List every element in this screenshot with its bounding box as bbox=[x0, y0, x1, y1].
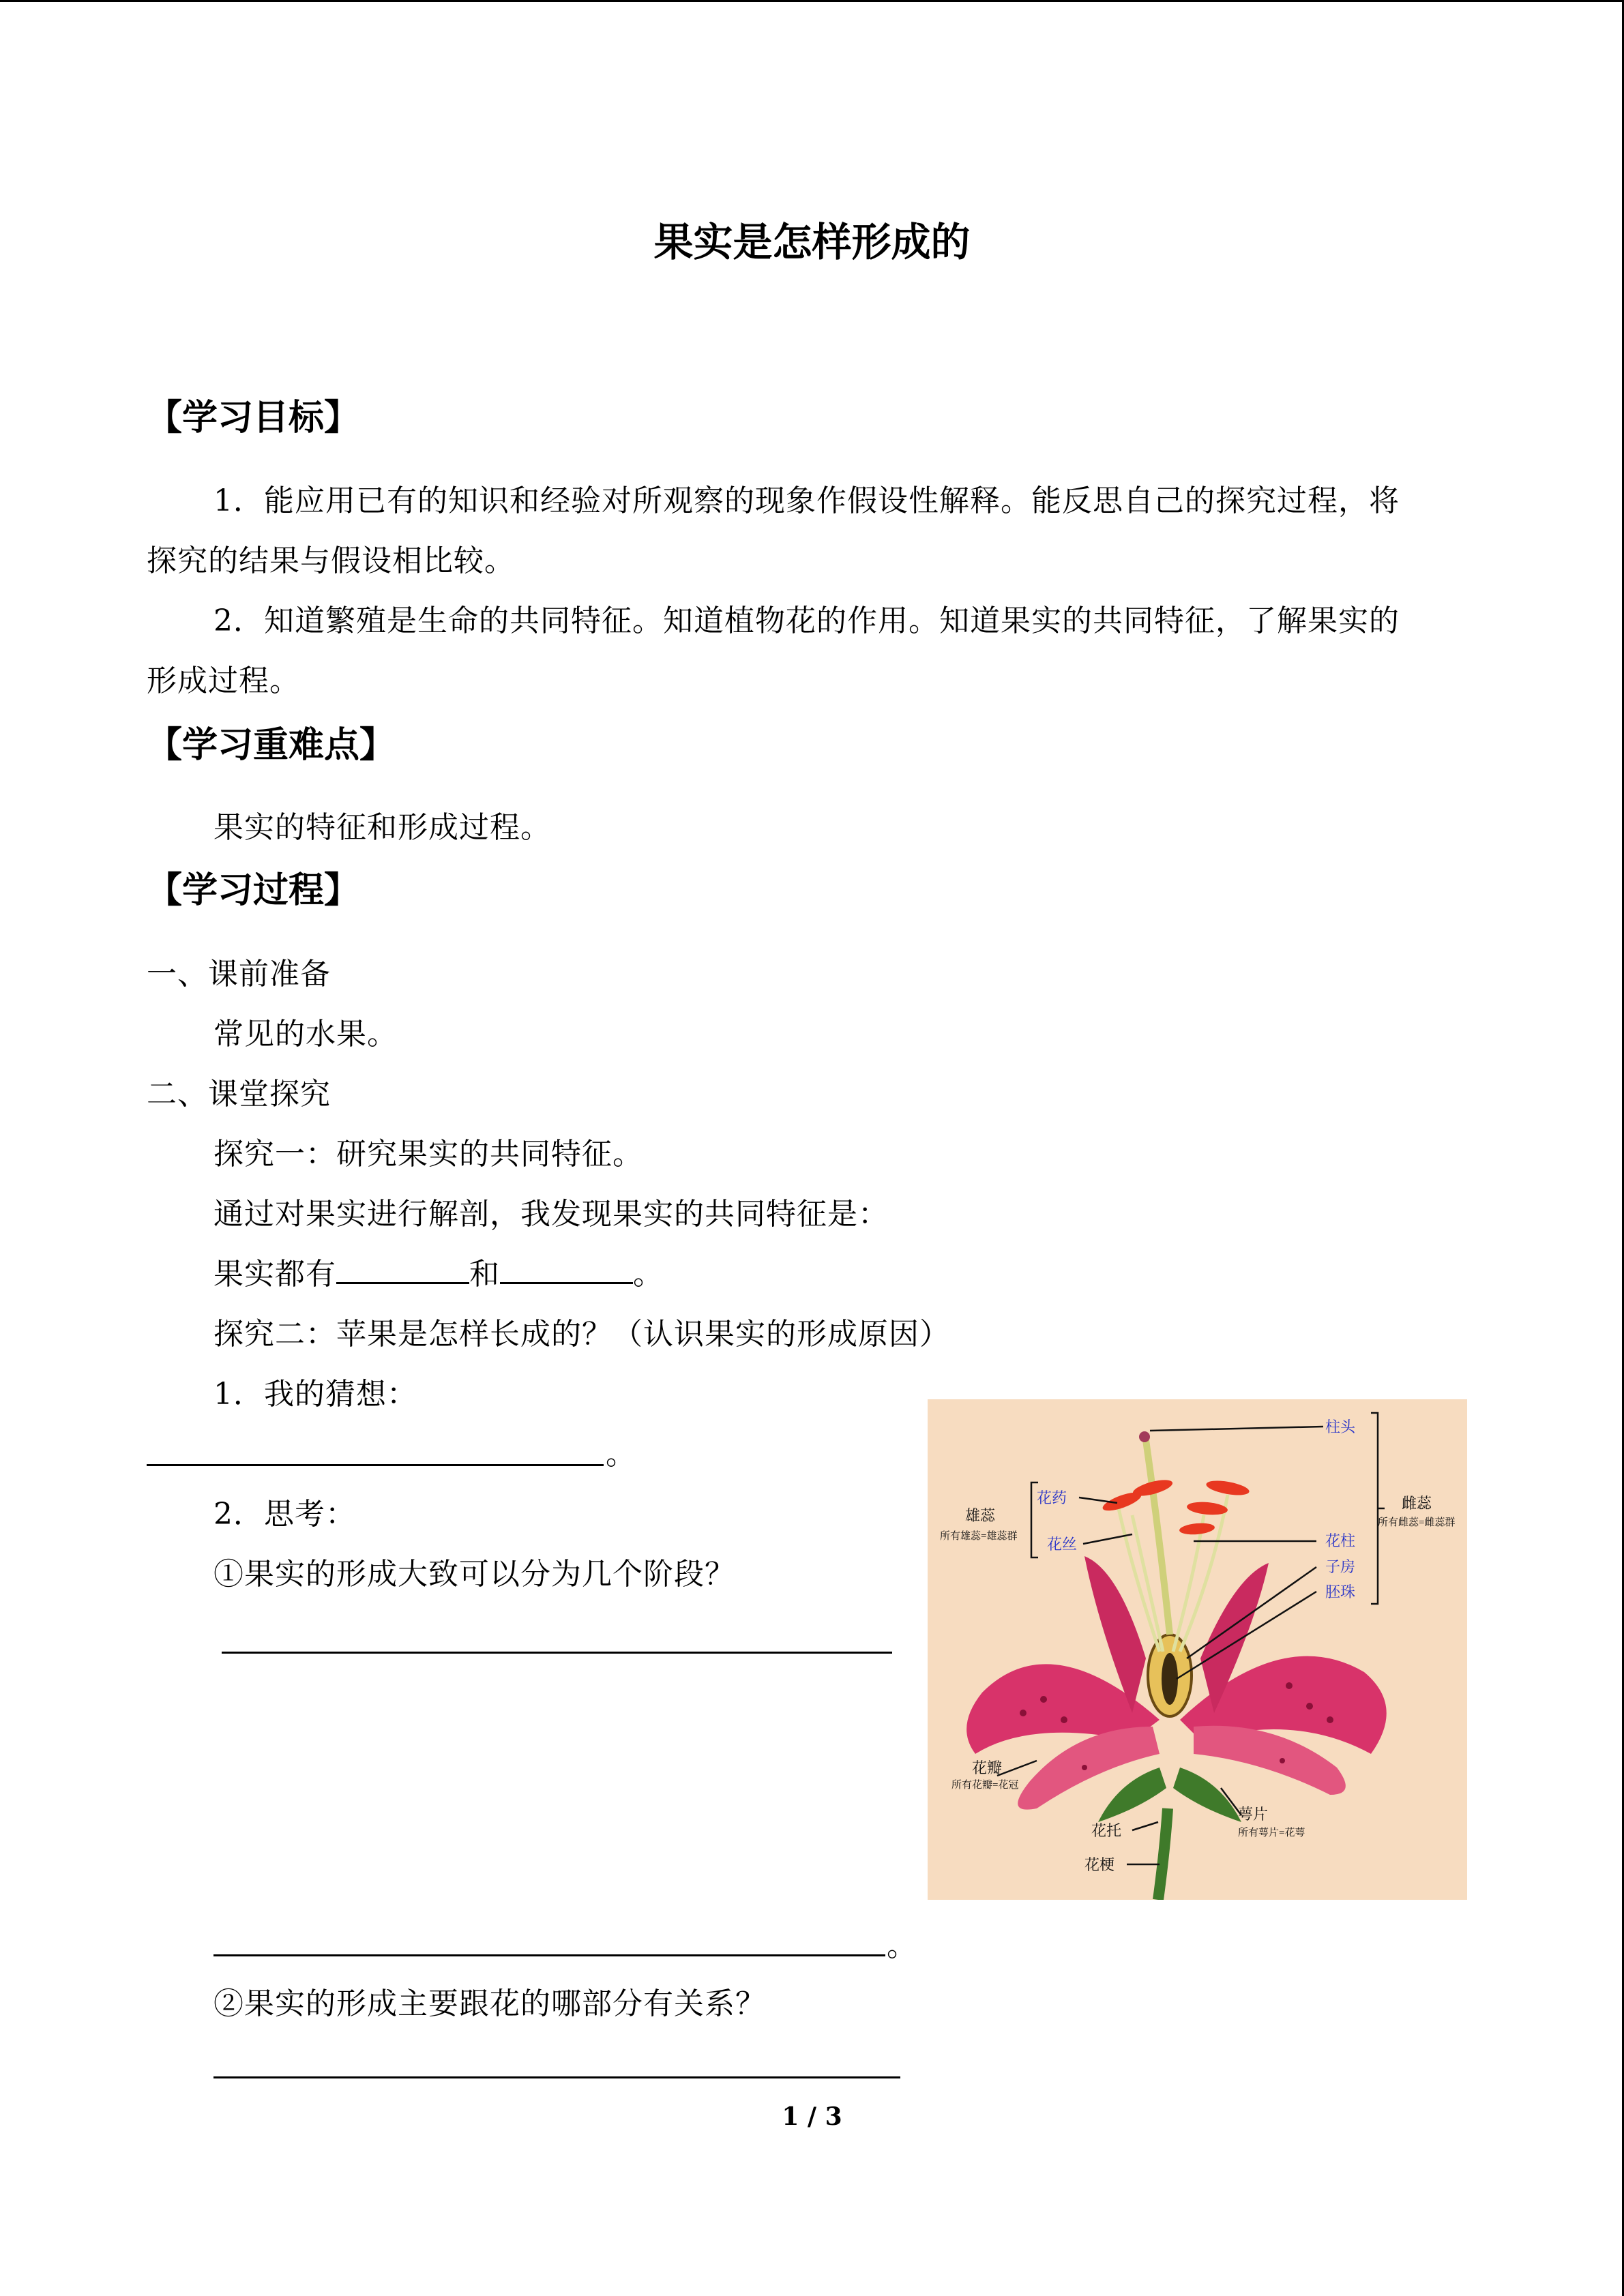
top-border bbox=[0, 0, 1624, 2]
question-2-answer-line[interactable] bbox=[213, 2076, 900, 2078]
question-1-answer-line-2[interactable] bbox=[213, 1954, 885, 1956]
fill-text-c: 。 bbox=[633, 1257, 664, 1292]
fill-blank-2[interactable] bbox=[500, 1252, 633, 1284]
question-2: ②果实的形成主要跟花的哪部分有关系？ bbox=[213, 1986, 766, 2021]
guess-end-mark: 。 bbox=[606, 1437, 636, 1472]
think-label: 2．思考： bbox=[213, 1497, 356, 1532]
label-huatuo: 花托 bbox=[1091, 1822, 1122, 1839]
page-number: 1 / 3 bbox=[782, 2102, 842, 2131]
question-1-answer-line-1[interactable] bbox=[222, 1652, 892, 1654]
label-peizhu: 胚珠 bbox=[1325, 1583, 1356, 1600]
label-huaban: 花瓣 bbox=[972, 1759, 1003, 1776]
label-xiongrui-note: 所有雄蕊=雄蕊群 bbox=[940, 1531, 1018, 1542]
label-cirui-note: 所有雌蕊=雌蕊群 bbox=[1378, 1517, 1456, 1528]
inquiry-1-heading: 探究一：研究果实的共同特征。 bbox=[213, 1137, 643, 1172]
section-heading-process: 【学习过程】 bbox=[147, 869, 360, 911]
ovule-shape bbox=[1162, 1653, 1178, 1705]
label-xiongrui: 雄蕊 bbox=[965, 1507, 996, 1524]
goal-1-line-2: 探究的结果与假设相比较。 bbox=[147, 543, 515, 578]
guess-label: 1．我的猜想： bbox=[213, 1377, 417, 1412]
inquiry-1-text: 通过对果实进行解剖，我发现果实的共同特征是： bbox=[213, 1197, 889, 1232]
part-1-heading: 一、课前准备 bbox=[147, 957, 331, 992]
fill-blank-1[interactable] bbox=[336, 1252, 469, 1284]
inquiry-2-heading: 探究二：苹果是怎样长成的？（认识果实的形成原因） bbox=[213, 1317, 950, 1352]
part-1-text: 常见的水果。 bbox=[213, 1017, 398, 1052]
label-huageng: 花梗 bbox=[1084, 1856, 1115, 1873]
stigma-shape bbox=[1139, 1431, 1150, 1442]
label-huaban-note: 所有花瓣=花冠 bbox=[951, 1780, 1019, 1791]
diagram-background bbox=[928, 1399, 1467, 1900]
key-points-text: 果实的特征和形成过程。 bbox=[213, 810, 551, 845]
guess-answer-line[interactable] bbox=[147, 1464, 604, 1466]
label-zhutou: 柱头 bbox=[1325, 1418, 1356, 1435]
label-zifang: 子房 bbox=[1325, 1558, 1356, 1575]
page-title: 果实是怎样形成的 bbox=[653, 219, 971, 265]
goal-2-line-1: 2．知道繁殖是生命的共同特征。知道植物花的作用。知道果实的共同特征，了解果实的 bbox=[213, 603, 1400, 638]
fill-text-b: 和 bbox=[469, 1257, 500, 1292]
goal-2-line-2: 形成过程。 bbox=[147, 664, 300, 698]
section-heading-key-points: 【学习重难点】 bbox=[147, 724, 396, 766]
label-huazhu: 花柱 bbox=[1325, 1532, 1356, 1549]
question-1-end-mark: 。 bbox=[887, 1928, 917, 1963]
label-huasi: 花丝 bbox=[1047, 1536, 1078, 1553]
fill-in-sentence bbox=[213, 1249, 664, 1293]
question-1: ①果实的形成大致可以分为几个阶段？ bbox=[213, 1557, 735, 1592]
flower-structure-diagram bbox=[928, 1399, 1467, 1900]
label-epian: 萼片 bbox=[1238, 1806, 1269, 1823]
fill-text-a: 果实都有 bbox=[213, 1257, 336, 1292]
label-cirui: 雌蕊 bbox=[1402, 1495, 1432, 1512]
goal-1-line-1: 1．能应用已有的知识和经验对所观察的现象作假设性解释。能反思自己的探究过程，将 bbox=[213, 483, 1400, 518]
part-2-heading: 二、课堂探究 bbox=[147, 1077, 331, 1112]
section-heading-goals: 【学习目标】 bbox=[147, 397, 360, 438]
label-epian-note: 所有萼片=花萼 bbox=[1238, 1828, 1305, 1838]
label-huayao: 花药 bbox=[1037, 1489, 1067, 1506]
